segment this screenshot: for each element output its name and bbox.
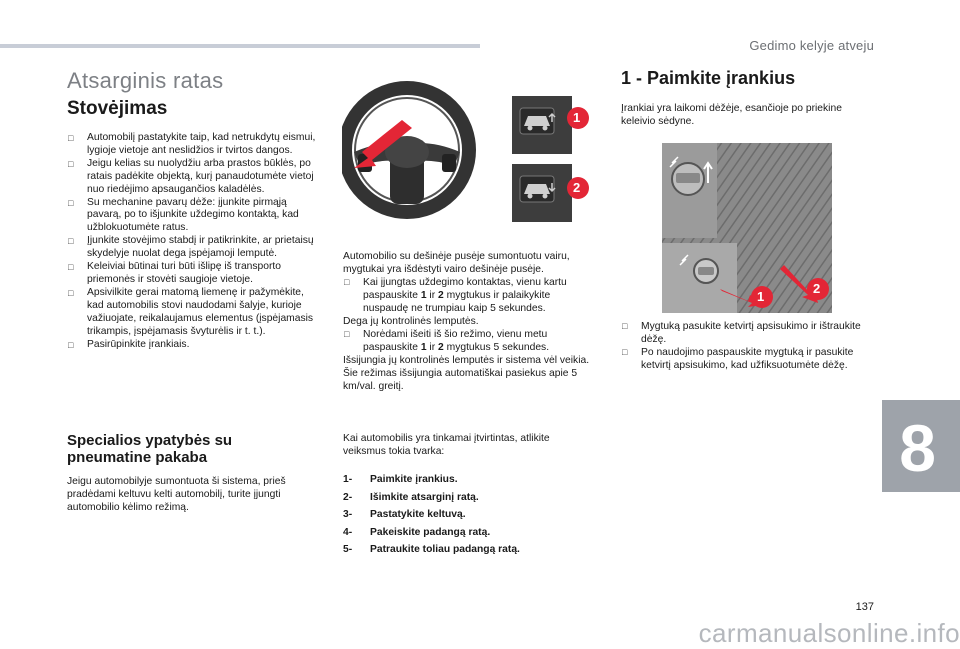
procedure-intro: Kai automobilis yra tinkamai įtvirtintas, atlikite veiksmus tokia tvarka:: [343, 433, 550, 457]
list-item: □ Apsivilkite gerai matomą liemenę ir pažymėkite, kad automobilis stovi naudodami šalyje, kurioje važiuojate, reikalaujamus elementus (įspėjamasis trikampis, įspėjamasis švyturėlis ir t. t.).: [67, 287, 322, 339]
list-item: □ Norėdami išeiti iš šio režimo, vienu metu paspauskite 1 ir 2 mygtukus 5 sekundes.: [343, 328, 593, 354]
parking-heading: Stovėjimas: [67, 98, 168, 119]
step-item: 1- Paimkite įrankius.: [343, 474, 458, 485]
tools-intro: Įrankiai yra laikomi dėžėje, esančioje po priekine keleivio sėdyne.: [621, 103, 842, 127]
parking-list: [67, 132, 322, 351]
middle-text: [343, 250, 593, 393]
step-item: 4- Pakeiskite padangą ratą.: [343, 526, 491, 538]
special-text: Jeigu automobilyje sumontuota ši sistema, prieš pradėdami keltuvu kelti automobilį, turite įjungti automobilio kėlimo režimą.: [67, 476, 286, 513]
list-item: □ Automobilį pastatykite taip, kad netrukdytų eismui, lygioje vietoje ant neslidžios ir tvirtos dangos.: [67, 132, 322, 158]
mode-list-2: [343, 328, 593, 354]
chapter-number: 8: [899, 411, 936, 485]
list-item: □ Mygtuką pasukite ketvirtį apsisukimo ir ištraukite dėžę.: [621, 320, 881, 346]
step-item: 3- Pastatykite keltuvą.: [343, 509, 466, 520]
section-title: Atsarginis ratas: [67, 68, 224, 93]
watermark: carmanualsonline.info: [698, 618, 960, 648]
list-item: □ Po naudojimo paspauskite mygtuką ir pasukite ketvirtį apsisukimo, kad užfiksuotumėte dėžę.: [621, 346, 881, 372]
tools-badge-1: 1: [757, 289, 765, 304]
tools-heading: 1 - Paimkite įrankius: [621, 68, 796, 88]
page-number: 137: [855, 601, 874, 613]
step-item: 5- Patraukite toliau padangą ratą.: [343, 544, 520, 555]
after-text-2b: Šie režimas išsijungia automatiškai pasiekus apie 5 km/val. greitį.: [343, 368, 578, 392]
header-rule: [0, 44, 480, 48]
step-item: 2- Išimkite atsarginį ratą.: [343, 491, 479, 503]
special-heading: Specialios ypatybės su pneumatine pakaba: [67, 432, 233, 466]
list-item: □ Keleiviai būtinai turi būti išlipę iš transporto priemonės ir stovėti saugioje vietoje.: [67, 261, 322, 287]
list-item: □ Jeigu kelias su nuolydžiu arba prastos būklės, po ratais padėkite objektą, kurį panaudotumėte vietoj nuo riedėjimo apsaugančios kaladėlės.: [67, 158, 322, 197]
tools-badge-2: 2: [813, 281, 821, 296]
toolbox-illustration: [662, 143, 832, 313]
badge-2-label: 2: [573, 180, 581, 195]
list-item: □ Įjunkite stovėjimo stabdį ir patikrinkite, ar prietaisų skydelyje nuolat dega įspėjamoji lemputė.: [67, 235, 322, 261]
running-title: Gedimo kelyje atveju: [749, 38, 874, 53]
steering-wheel-illustration: [342, 70, 592, 230]
badge-1-label: 1: [573, 110, 581, 125]
list-item: □ Pasirūpinkite įrankiais.: [67, 339, 322, 352]
after-text-2a: Išsijungia jų kontrolinės lemputės ir sistema vėl veikia.: [343, 355, 590, 366]
list-item: □ Su mechanine pavarų dėže: įjunkite pirmąją pavarą, po to išjunkite uždegimo kontaktą, kad užblokuotumėte ratus.: [67, 197, 322, 236]
mode-list: [343, 276, 593, 315]
after-text-1: Dega jų kontrolinės lemputės.: [343, 316, 479, 327]
tools-list: [621, 320, 881, 372]
intro-text: Automobilio su dešinėje pusėje sumontuotu vairu, mygtukai yra išdėstyti vairo dešinėje pusėje.: [343, 251, 570, 275]
list-item: □ Kai įjungtas uždegimo kontaktas, vienu kartu paspauskite 1 ir 2 mygtukus ir palaikykite nuspaudę ne trumpiau kaip 5 sekundes.: [343, 276, 593, 315]
steps-list: [343, 474, 593, 562]
